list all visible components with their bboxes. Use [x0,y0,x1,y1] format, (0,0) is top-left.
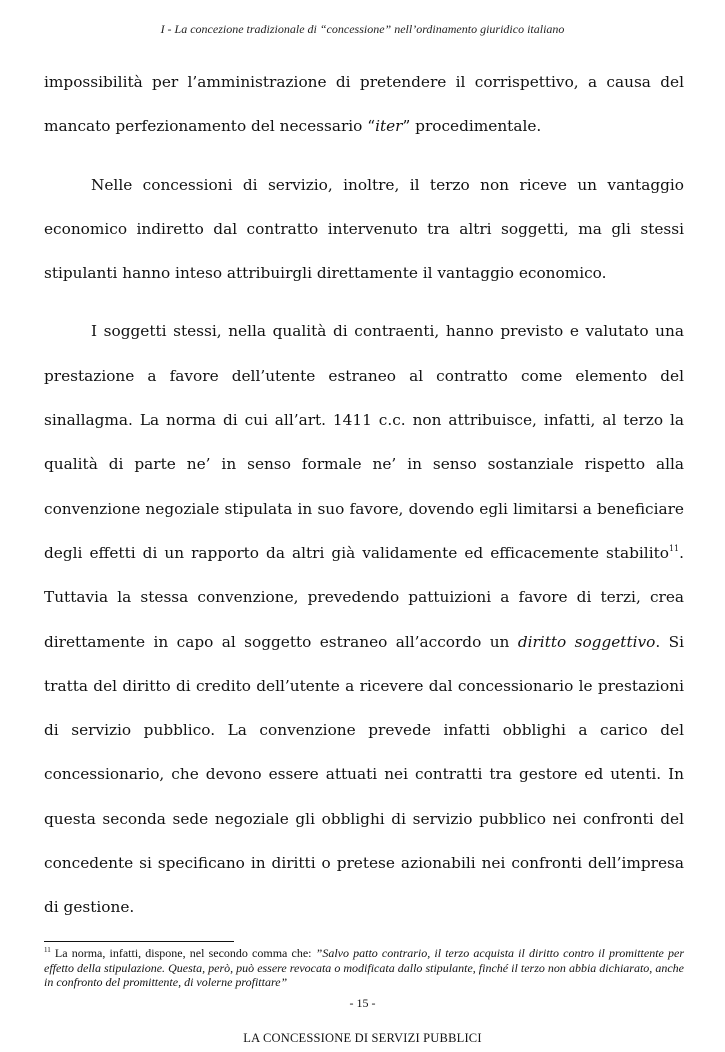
paragraph-3-text-a: I soggetti stessi, nella qualità di contraenti, hanno previsto e valutato una prestazione a favore dell’utente estraneo al contratto come elemento del sinallagma. La norma di cui all’art. 1411 c.c. non attribuisce, infatti, al terzo la qualità di parte ne’ in senso formale ne’ in senso sostanziale rispetto alla convenzione negoziale stipulata in suo favore, dovendo egli limitarsi a beneficiare degli effetti di un rapporto da altri già validamente ed efficacemente stabilito [44,322,684,562]
paragraph-1-text-c: ” procedimentale. [402,117,542,136]
footnote-quote: ”Salvo patto contrario, il terzo acquista il diritto contro il promittente per effetto della stipulazione. Questa, però, può essere revocata o modificata dallo stipulante, finché il terzo non abbia dichiarato, anche in confronto del promittente, di volerne profittare” [44,946,684,989]
paragraph-1-text-a: impossibilità per l’amministrazione di pretendere il corrispettivo, a causa del mancato perfezionamento del necessario “ [44,73,684,136]
paragraph-3-text-b: . Tuttavia la stessa convenzione, prevedendo pattuizioni a favore di terzi, crea direttamente in capo al soggetto estraneo all’accordo un [44,543,684,651]
footnote-intro: La norma, infatti, dispone, nel secondo comma che: [50,946,316,960]
paragraph-1 [44,60,684,149]
running-footer: LA CONCESSIONE DI SERVIZI PUBBLICI [243,1031,482,1045]
paragraph-1-italic-term: iter [375,117,403,136]
paragraph-3-italic-term: diritto soggettivo [517,632,656,651]
running-header: I - La concezione tradizionale di “concessione” nell’ordinamento giuridico italiano [160,22,565,36]
footnote-reference[interactable]: 11 [668,543,680,553]
paragraph-3 [44,309,684,929]
main-text [44,60,684,930]
paragraph-2: Nelle concessioni di servizio, inoltre, il terzo non riceve un vantaggio economico indiretto dal contratto intervenuto tra altri soggetti, ma gli stessi stipulanti hanno inteso attribuirgli direttamente il vantaggio economico. [44,175,684,283]
footnote-divider [44,941,234,942]
footnote-number: 11 [44,946,51,954]
paragraph-3-text-d: . Si tratta del diritto di credito dell’utente a ricevere dal concessionario le prestazioni di servizio pubblico. La convenzione prevede infatti obblighi a carico del concessionario, che devono essere attuati nei contratti tra gestore ed utenti. In questa seconda sede negoziale gli obblighi di servizio pubblico nei confronti del concedente si specificano in diritti o pretese azionabili nei confronti dell’impresa di gestione. [44,632,684,917]
page-number: - 15 - [349,996,376,1010]
footnote-11 [44,946,684,990]
